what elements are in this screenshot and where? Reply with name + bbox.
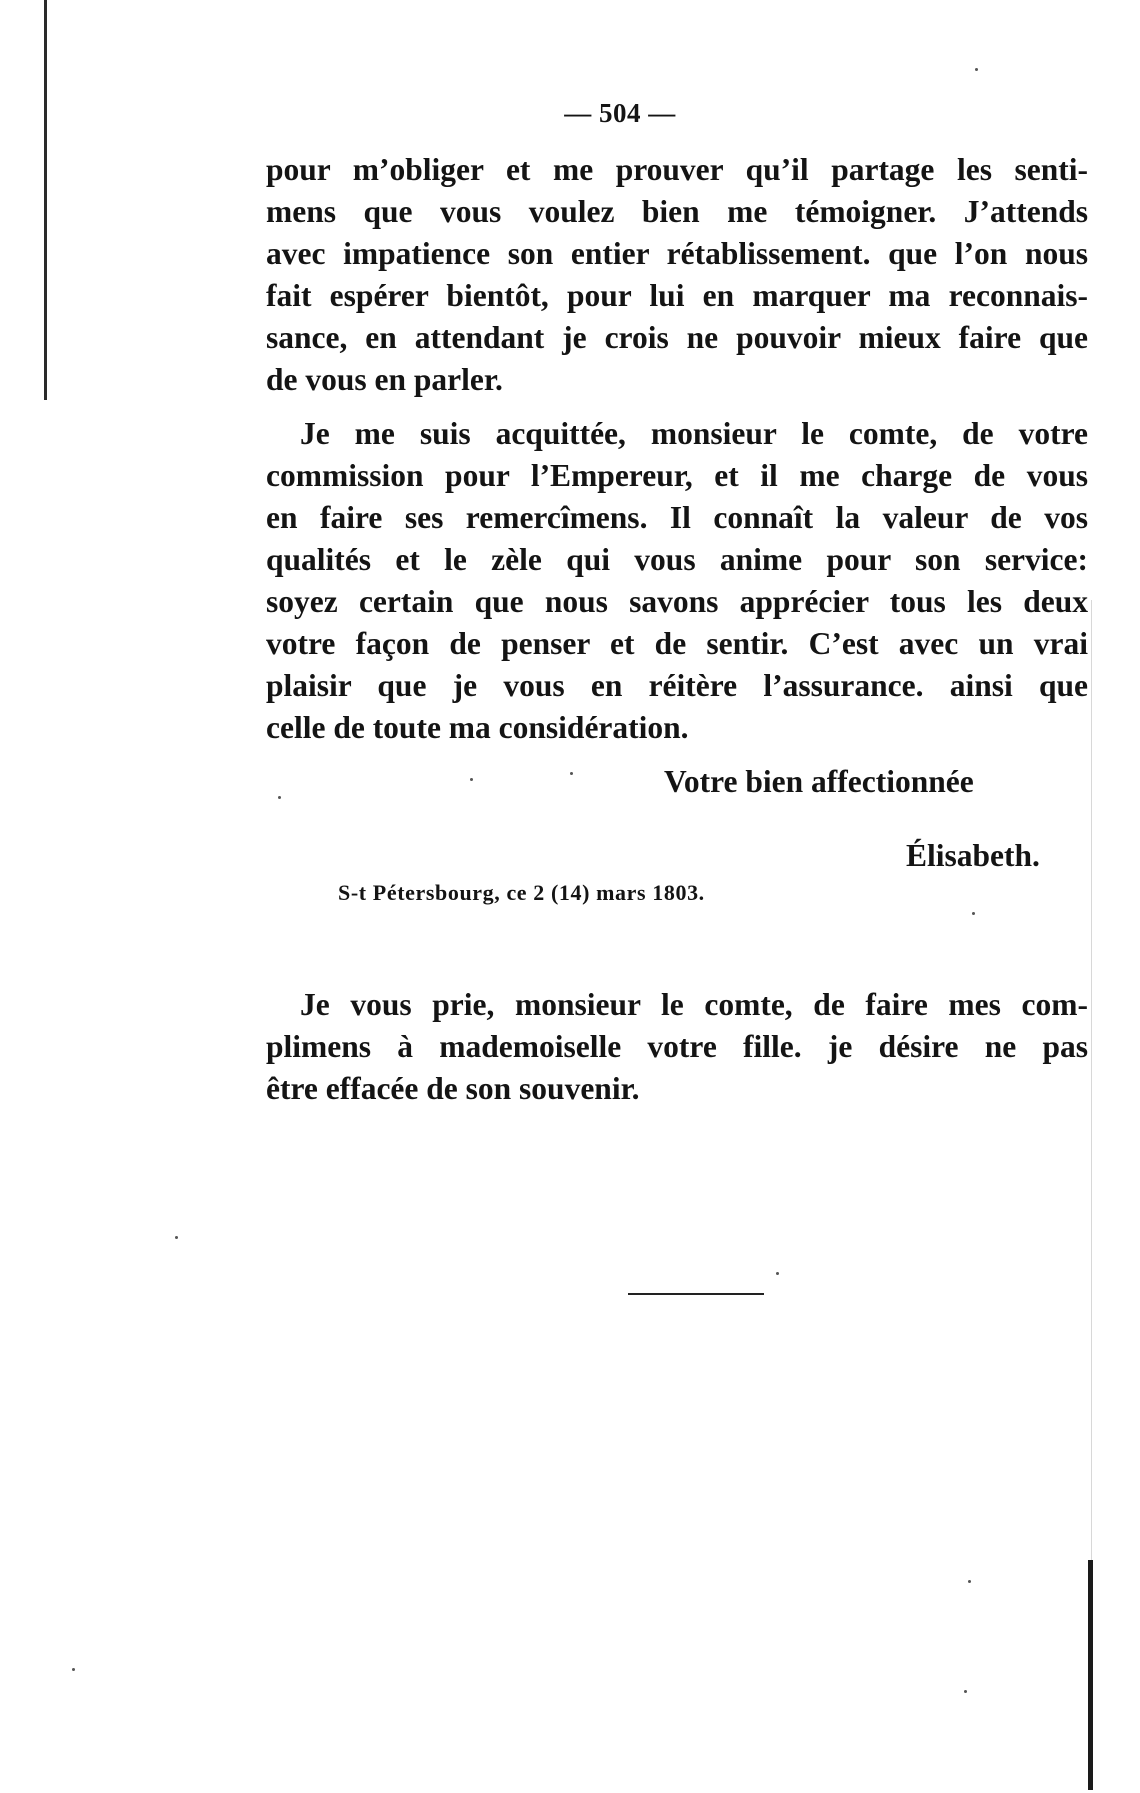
scan-speck	[972, 912, 975, 915]
scan-speck	[278, 796, 281, 799]
scan-speck	[570, 772, 573, 775]
scan-speck	[964, 1690, 967, 1693]
scan-edge-right	[1088, 1560, 1093, 1790]
paragraph-2-line: votre façon de penser et de sentir. C’est avec un vrai	[266, 626, 1088, 661]
closing-salutation: Votre bien affectionnée	[664, 764, 974, 799]
paragraph-1-line: mens que vous voulez bien me témoigner. J’attends	[266, 194, 1088, 229]
postscript-line: Je vous prie, monsieur le comte, de faire mes com-	[300, 987, 1088, 1022]
page-number: — 504 —	[564, 98, 676, 128]
scan-speck	[470, 778, 473, 781]
paragraph-2-line: celle de toute ma considération.	[266, 710, 689, 745]
paragraph-1-line: sance, en attendant je crois ne pouvoir mieux faire que	[266, 320, 1088, 355]
scan-speck	[968, 1580, 971, 1583]
place-date: S-t Pétersbourg, ce 2 (14) mars 1803.	[338, 880, 705, 905]
scan-speck	[72, 1668, 75, 1671]
paragraph-2-line: commission pour l’Empereur, et il me charge de vous	[266, 458, 1088, 493]
signature: Élisabeth.	[906, 838, 1040, 873]
scan-edge-left	[44, 0, 47, 400]
paragraph-2-line: en faire ses remercîmens. Il connaît la valeur de vos	[266, 500, 1088, 535]
paragraph-1-line: avec impatience son entier rétablissement. que l’on nous	[266, 236, 1088, 271]
paragraph-2-line: qualités et le zèle qui vous anime pour son service:	[266, 542, 1088, 577]
paragraph-1-line: pour m’obliger et me prouver qu’il partage les senti-	[266, 152, 1088, 187]
paragraph-2-line: soyez certain que nous savons apprécier tous les deux	[266, 584, 1088, 619]
end-rule	[628, 1293, 764, 1295]
scan-speck	[776, 1272, 779, 1275]
paragraph-2-line: Je me suis acquittée, monsieur le comte, de votre	[300, 416, 1088, 451]
scan-speck	[975, 68, 978, 71]
paragraph-2-line: plaisir que je vous en réitère l’assurance. ainsi que	[266, 668, 1088, 703]
scan-edge-right-thin	[1091, 600, 1092, 1560]
scan-speck	[175, 1236, 178, 1239]
postscript-line: être effacée de son souvenir.	[266, 1071, 640, 1106]
paragraph-1-line: fait espérer bientôt, pour lui en marquer ma reconnais-	[266, 278, 1088, 313]
postscript-line: plimens à mademoiselle votre fille. je désire ne pas	[266, 1029, 1088, 1064]
paragraph-1-line: de vous en parler.	[266, 362, 503, 397]
